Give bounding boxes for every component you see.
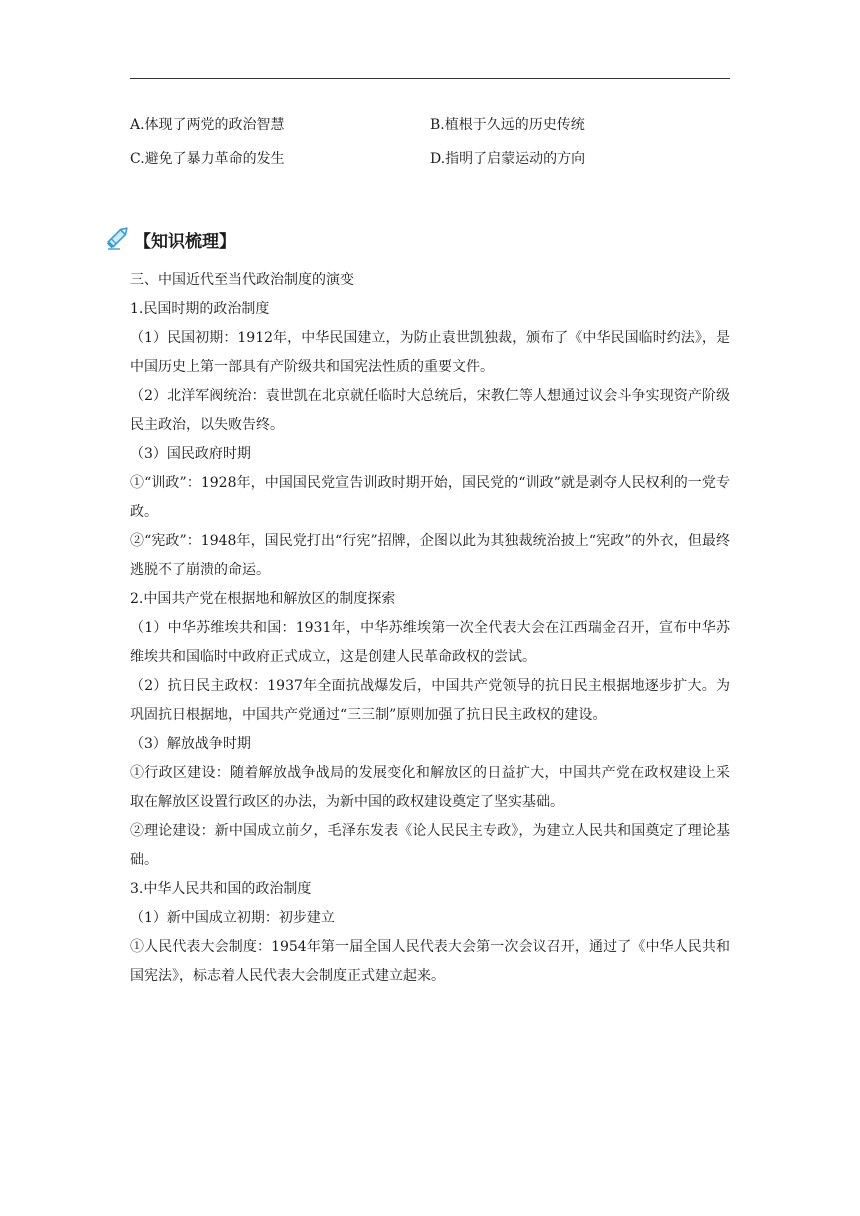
- answer-options: [130, 108, 730, 176]
- paragraph: （2）北洋军阀统治：袁世凯在北京就任临时大总统后，宋教仁等人想通过议会斗争实现资产阶级民主政治，以失败告终。: [130, 388, 730, 433]
- section-heading: [104, 223, 236, 255]
- paragraph: ①人民代表大会制度：1954年第一届全国人民代表大会第一次会议召开，通过了《中华人民共和国宪法》，标志着人民代表大会制度正式建立起来。: [130, 939, 730, 984]
- section-title: 三、中国近代至当代政治制度的演变: [130, 272, 354, 288]
- header-rule: [130, 78, 730, 79]
- option-a: A.体现了两党的政治智慧: [130, 117, 285, 133]
- paragraph: ②理论建设：新中国成立前夕，毛泽东发表《论人民民主专政》，为建立人民共和国奠定了理论基础。: [130, 823, 730, 868]
- knowledge-content: [130, 266, 730, 991]
- paragraph: ①“训政”：1928年，中国国民党宣告训政时期开始，国民党的“训政”就是剥夺人民权利的一党专政。: [130, 475, 730, 520]
- paragraph: （2）抗日民主政权：1937年全面抗战爆发后，中国共产党领导的抗日民主根据地逐步扩大。为巩固抗日根据地，中国共产党通过“三三制”原则加强了抗日民主政权的建设。: [130, 678, 730, 723]
- paragraph: （3）解放战争时期: [130, 736, 251, 752]
- option-c: C.避免了暴力革命的发生: [130, 151, 285, 167]
- paragraph: （1）民国初期：1912年，中华民国建立，为防止袁世凯独裁，颁布了《中华民国临时约法》，是中国历史上第一部具有产阶级共和国宪法性质的重要文件。: [130, 330, 730, 375]
- option-b: B.植根于久远的历史传统: [430, 117, 585, 133]
- section-heading-text: 【知识梳理】: [134, 231, 236, 252]
- subsection-title: 1.民国时期的政治制度: [130, 301, 270, 317]
- paragraph: （1）新中国成立初期：初步建立: [130, 910, 335, 926]
- option-row: [130, 142, 730, 176]
- subsection-title: 3.中华人民共和国的政治制度: [130, 881, 312, 897]
- option-d: D.指明了启蒙运动的方向: [430, 151, 586, 167]
- subsection-title: 2.中国共产党在根据地和解放区的制度探索: [130, 591, 396, 607]
- option-row: [130, 108, 730, 142]
- paragraph: ①行政区建设：随着解放战争战局的发展变化和解放区的日益扩大，中国共产党在政权建设上采取在解放区设置行政区的办法，为新中国的政权建设奠定了坚实基础。: [130, 765, 730, 810]
- paragraph: ②“宪政”：1948年，国民党打出“行宪”招牌，企图以此为其独裁统治披上“宪政”的外衣，但最终逃脱不了崩溃的命运。: [130, 533, 730, 578]
- paragraph: （3）国民政府时期: [130, 446, 251, 462]
- paragraph: （1）中华苏维埃共和国：1931年，中华苏维埃第一次全代表大会在江西瑞金召开，宣布中华苏维埃共和国临时中政府正式成立，这是创建人民革命政权的尝试。: [130, 620, 730, 665]
- pencil-icon: [104, 223, 132, 255]
